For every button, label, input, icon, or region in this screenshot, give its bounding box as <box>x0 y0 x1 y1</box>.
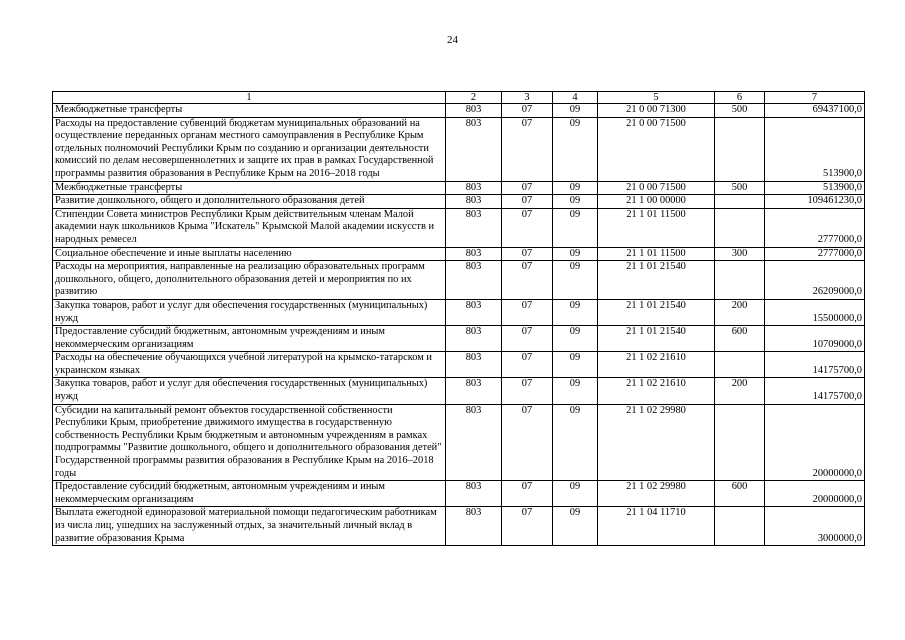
row-target-article-cell: 21 1 04 11710 <box>598 507 715 546</box>
row-expense-type-cell <box>715 507 765 546</box>
table-row <box>53 481 865 507</box>
row-target-article-cell: 21 1 02 21610 <box>598 352 715 378</box>
row-amount-cell: 2777000,0 <box>765 208 865 247</box>
row-subsection-cell: 09 <box>553 299 598 325</box>
row-subsection-cell: 09 <box>553 404 598 481</box>
row-target-article-cell: 21 0 00 71300 <box>598 104 715 118</box>
row-name-cell: Стипендии Совета министров Республики Крым действительным членам Малой академии наук школьников Крыма "Искатель" Крымской Малой академии искусств и народных ремесел <box>53 208 446 247</box>
row-amount-cell: 26209000,0 <box>765 261 865 300</box>
row-target-article-cell: 21 1 02 21610 <box>598 378 715 404</box>
table-row <box>53 299 865 325</box>
row-name-cell: Предоставление субсидий бюджетным, автономным учреждениям и иным некоммерческим организациям <box>53 326 446 352</box>
row-name-cell: Развитие дошкольного, общего и дополнительного образования детей <box>53 195 446 209</box>
column-header: 5 <box>598 92 715 104</box>
budget-table <box>52 91 865 546</box>
column-header: 6 <box>715 92 765 104</box>
row-name-cell: Расходы на обеспечение обучающихся учебной литературой на крымско-татарском и украинском языках <box>53 352 446 378</box>
row-name-cell: Социальное обеспечение и иные выплаты населению <box>53 247 446 261</box>
column-header: 1 <box>53 92 446 104</box>
table-header-row <box>53 92 865 104</box>
row-subsection-cell: 09 <box>553 326 598 352</box>
row-subsection-cell: 09 <box>553 195 598 209</box>
row-name-cell: Межбюджетные трансферты <box>53 181 446 195</box>
row-section-cell: 07 <box>502 404 553 481</box>
row-section-cell: 07 <box>502 352 553 378</box>
row-expense-type-cell: 600 <box>715 326 765 352</box>
row-amount-cell: 109461230,0 <box>765 195 865 209</box>
row-admin-code-cell: 803 <box>446 181 502 195</box>
row-target-article-cell: 21 0 00 71500 <box>598 117 715 181</box>
row-subsection-cell: 09 <box>553 181 598 195</box>
row-target-article-cell: 21 1 02 29980 <box>598 481 715 507</box>
row-name-cell: Межбюджетные трансферты <box>53 104 446 118</box>
row-name-cell: Субсидии на капитальный ремонт объектов государственной собственности Республики Крым, приобретение движимого имущества в государственную собственность Республики Крым бюджетным и автономным учреждениям в рамках подпрограммы "Развитие дошкольного, общего и дополнительного образования детей" Государственной программы развития образования в Республике Крым на 2016–2018 годы <box>53 404 446 481</box>
table-row <box>53 181 865 195</box>
row-subsection-cell: 09 <box>553 352 598 378</box>
row-admin-code-cell: 803 <box>446 352 502 378</box>
row-subsection-cell: 09 <box>553 208 598 247</box>
table-row <box>53 208 865 247</box>
row-expense-type-cell: 200 <box>715 378 765 404</box>
row-expense-type-cell <box>715 352 765 378</box>
column-header: 4 <box>553 92 598 104</box>
row-expense-type-cell <box>715 195 765 209</box>
row-admin-code-cell: 803 <box>446 481 502 507</box>
row-expense-type-cell: 300 <box>715 247 765 261</box>
row-target-article-cell: 21 1 01 21540 <box>598 299 715 325</box>
table-row <box>53 352 865 378</box>
row-expense-type-cell <box>715 117 765 181</box>
row-subsection-cell: 09 <box>553 481 598 507</box>
row-section-cell: 07 <box>502 104 553 118</box>
row-target-article-cell: 21 1 00 00000 <box>598 195 715 209</box>
row-subsection-cell: 09 <box>553 104 598 118</box>
row-name-cell: Расходы на предоставление субвенций бюджетам муниципальных образований на осуществление переданных органам местного самоуправления в Республике Крым отдельных полномочий Республики Крым по созданию и организации деятельности комиссий по делам несовершеннолетних и защите их прав в рамках Государственной программы развития образования в Республике Крым на 2016–2018 годы <box>53 117 446 181</box>
row-target-article-cell: 21 1 01 21540 <box>598 261 715 300</box>
table-row <box>53 117 865 181</box>
row-target-article-cell: 21 1 01 21540 <box>598 326 715 352</box>
row-section-cell: 07 <box>502 507 553 546</box>
row-section-cell: 07 <box>502 261 553 300</box>
row-amount-cell: 2777000,0 <box>765 247 865 261</box>
column-header: 2 <box>446 92 502 104</box>
row-name-cell: Выплата ежегодной единоразовой материальной помощи педагогическим работникам из числа лиц, ушедших на заслуженный отдых, за значительный личный вклад в развитие образования Крыма <box>53 507 446 546</box>
row-admin-code-cell: 803 <box>446 404 502 481</box>
row-amount-cell: 513900,0 <box>765 117 865 181</box>
row-amount-cell: 3000000,0 <box>765 507 865 546</box>
budget-table-body <box>53 92 865 546</box>
row-section-cell: 07 <box>502 208 553 247</box>
row-amount-cell: 14175700,0 <box>765 352 865 378</box>
row-section-cell: 07 <box>502 378 553 404</box>
row-section-cell: 07 <box>502 247 553 261</box>
row-admin-code-cell: 803 <box>446 326 502 352</box>
row-expense-type-cell: 500 <box>715 104 765 118</box>
row-section-cell: 07 <box>502 117 553 181</box>
row-admin-code-cell: 803 <box>446 261 502 300</box>
row-admin-code-cell: 803 <box>446 378 502 404</box>
row-subsection-cell: 09 <box>553 117 598 181</box>
row-target-article-cell: 21 1 01 11500 <box>598 208 715 247</box>
row-section-cell: 07 <box>502 299 553 325</box>
row-expense-type-cell: 200 <box>715 299 765 325</box>
table-row <box>53 195 865 209</box>
row-section-cell: 07 <box>502 481 553 507</box>
row-expense-type-cell <box>715 261 765 300</box>
table-row <box>53 378 865 404</box>
row-amount-cell: 15500000,0 <box>765 299 865 325</box>
table-row <box>53 261 865 300</box>
row-amount-cell: 10709000,0 <box>765 326 865 352</box>
row-target-article-cell: 21 1 01 11500 <box>598 247 715 261</box>
row-admin-code-cell: 803 <box>446 104 502 118</box>
row-expense-type-cell: 500 <box>715 181 765 195</box>
row-section-cell: 07 <box>502 181 553 195</box>
table-row <box>53 247 865 261</box>
table-row <box>53 326 865 352</box>
row-expense-type-cell <box>715 208 765 247</box>
row-expense-type-cell <box>715 404 765 481</box>
row-amount-cell: 20000000,0 <box>765 404 865 481</box>
row-expense-type-cell: 600 <box>715 481 765 507</box>
row-admin-code-cell: 803 <box>446 208 502 247</box>
row-admin-code-cell: 803 <box>446 195 502 209</box>
row-admin-code-cell: 803 <box>446 247 502 261</box>
table-row <box>53 507 865 546</box>
row-subsection-cell: 09 <box>553 247 598 261</box>
row-amount-cell: 513900,0 <box>765 181 865 195</box>
row-subsection-cell: 09 <box>553 378 598 404</box>
row-admin-code-cell: 803 <box>446 299 502 325</box>
row-name-cell: Предоставление субсидий бюджетным, автономным учреждениям и иным некоммерческим организациям <box>53 481 446 507</box>
column-header: 3 <box>502 92 553 104</box>
row-target-article-cell: 21 0 00 71500 <box>598 181 715 195</box>
table-row <box>53 104 865 118</box>
row-amount-cell: 69437100,0 <box>765 104 865 118</box>
row-amount-cell: 14175700,0 <box>765 378 865 404</box>
row-section-cell: 07 <box>502 195 553 209</box>
column-header: 7 <box>765 92 865 104</box>
row-subsection-cell: 09 <box>553 261 598 300</box>
row-admin-code-cell: 803 <box>446 507 502 546</box>
row-target-article-cell: 21 1 02 29980 <box>598 404 715 481</box>
row-amount-cell: 20000000,0 <box>765 481 865 507</box>
row-name-cell: Расходы на мероприятия, направленные на реализацию образовательных программ дошкольного, общего, дополнительного образования детей и мероприятия по их развитию <box>53 261 446 300</box>
table-row <box>53 404 865 481</box>
row-section-cell: 07 <box>502 326 553 352</box>
row-name-cell: Закупка товаров, работ и услуг для обеспечения государственных (муниципальных) нужд <box>53 378 446 404</box>
row-subsection-cell: 09 <box>553 507 598 546</box>
row-admin-code-cell: 803 <box>446 117 502 181</box>
row-name-cell: Закупка товаров, работ и услуг для обеспечения государственных (муниципальных) нужд <box>53 299 446 325</box>
page-number: 24 <box>447 34 458 46</box>
